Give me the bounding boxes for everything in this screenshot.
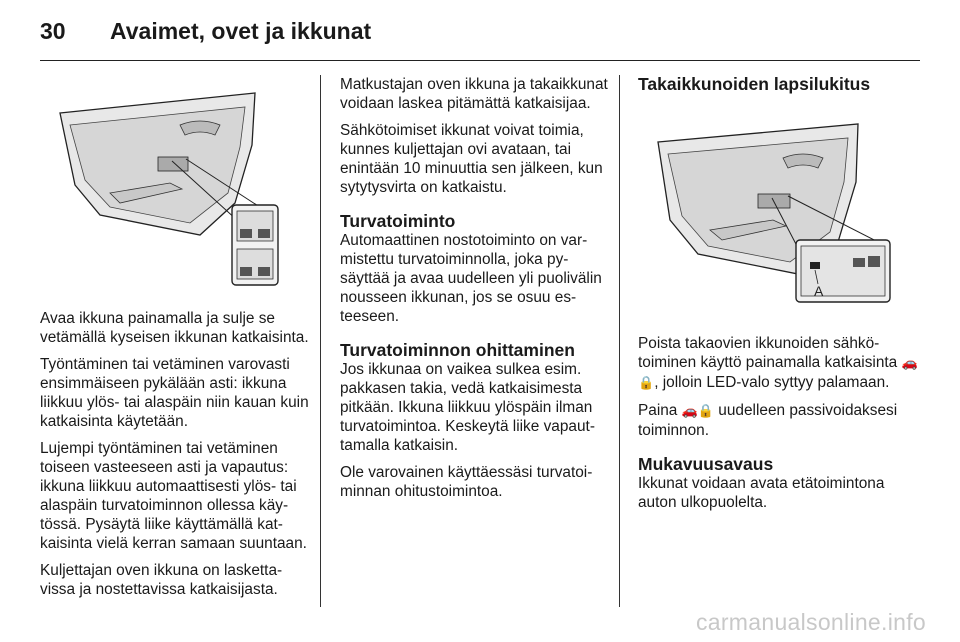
child-lock-icon: 🚗🔒 xyxy=(638,356,918,391)
paragraph: Jos ikkunaa on vaikea sulkea esim. pakkasen takia, vedä katkaisimesta pitkään. Ikkuna liikkuu ylöspäin ilman turvatoimintoa. Keskeytä liike vapauttamalla katkaisin. xyxy=(340,361,595,454)
paragraph: Avaa ikkuna painamalla ja sulje se vetämällä kyseisen ikkunan katkaisinta. xyxy=(40,310,309,346)
column-1 xyxy=(40,75,312,607)
column-divider xyxy=(619,75,620,607)
figure-label: A xyxy=(814,283,824,299)
column-2 xyxy=(340,75,612,509)
paragraph: Sähkötoimiset ikkunat voivat toimia, kunnes kuljettajan ovi avataan, tai enintään 10 minuuttia sen jälkeen, kun sytytysvirta on katkaistu. xyxy=(340,122,603,196)
child-lock-switch-figure xyxy=(638,112,903,322)
door-window-switch-figure xyxy=(40,85,285,295)
column-3 xyxy=(638,75,920,520)
paragraph: Kuljettajan oven ikkuna on laskettavissa ja nostettavissa katkaisijasta. xyxy=(40,562,283,598)
paragraph: Ikkunat voidaan avata etätoimintona auton ulkopuolelta. xyxy=(638,475,885,511)
paragraph: Matkustajan oven ikkuna ja takaikkunat voidaan laskea pitämättä katkaisijaa. xyxy=(340,76,608,112)
child-lock-icon: 🚗🔒 xyxy=(681,404,715,419)
paragraph: Lujempi työntäminen tai vetäminen toiseen vasteeseen asti ja vapautus: ikkuna liikkuu automaattisesti ylös- tai alaspäin turvatoiminnon ollessa käytössä. Pysäytä liike käyttämällä katkaisinta vielä kerran samaan suuntaan. xyxy=(40,440,307,552)
paragraph xyxy=(638,334,920,393)
paragraph-text: uudelleen passivoidaksesi toiminnon. xyxy=(638,402,898,439)
paragraph: Ole varovainen käyttäessäsi turvatoiminnan ohitustoimintoa. xyxy=(340,464,593,500)
paragraph: Työntäminen tai vetäminen varovasti ensimmäiseen pykälään asti: ikkuna liikkuu ylös- tai alaspäin niin kauan kuin katkaisinta käytetään. xyxy=(40,356,309,430)
paragraph xyxy=(638,401,920,440)
paragraph-text: , jolloin LED-valo syttyy palamaan. xyxy=(654,374,890,391)
section-heading: Mukavuusavaus xyxy=(638,454,774,474)
paragraph-text: Poista takaovien ikkunoiden sähkötoiminen käyttö painamalla katkaisinta xyxy=(638,335,898,371)
header-rule xyxy=(40,60,920,61)
section-title: Takaikkunoiden lapsilukitus xyxy=(638,74,871,94)
page-number: 30 xyxy=(40,18,66,44)
section-heading: Turvatoiminnon ohittaminen xyxy=(340,340,575,360)
page-header xyxy=(40,18,920,58)
paragraph: Automaattinen nostotoiminto on varmistettu turvatoiminnolla, joka pysäyttää ja avaa uudelleen yli puolivälin nousseen ikkunan, jos se osuu esteeseen. xyxy=(340,232,602,325)
page-title: Avaimet, ovet ja ikkunat xyxy=(110,18,372,44)
watermark: carmanualsonline.info xyxy=(695,609,926,635)
column-divider xyxy=(320,75,321,607)
paragraph-text: Paina xyxy=(638,402,678,419)
section-heading: Turvatoiminto xyxy=(340,211,456,231)
